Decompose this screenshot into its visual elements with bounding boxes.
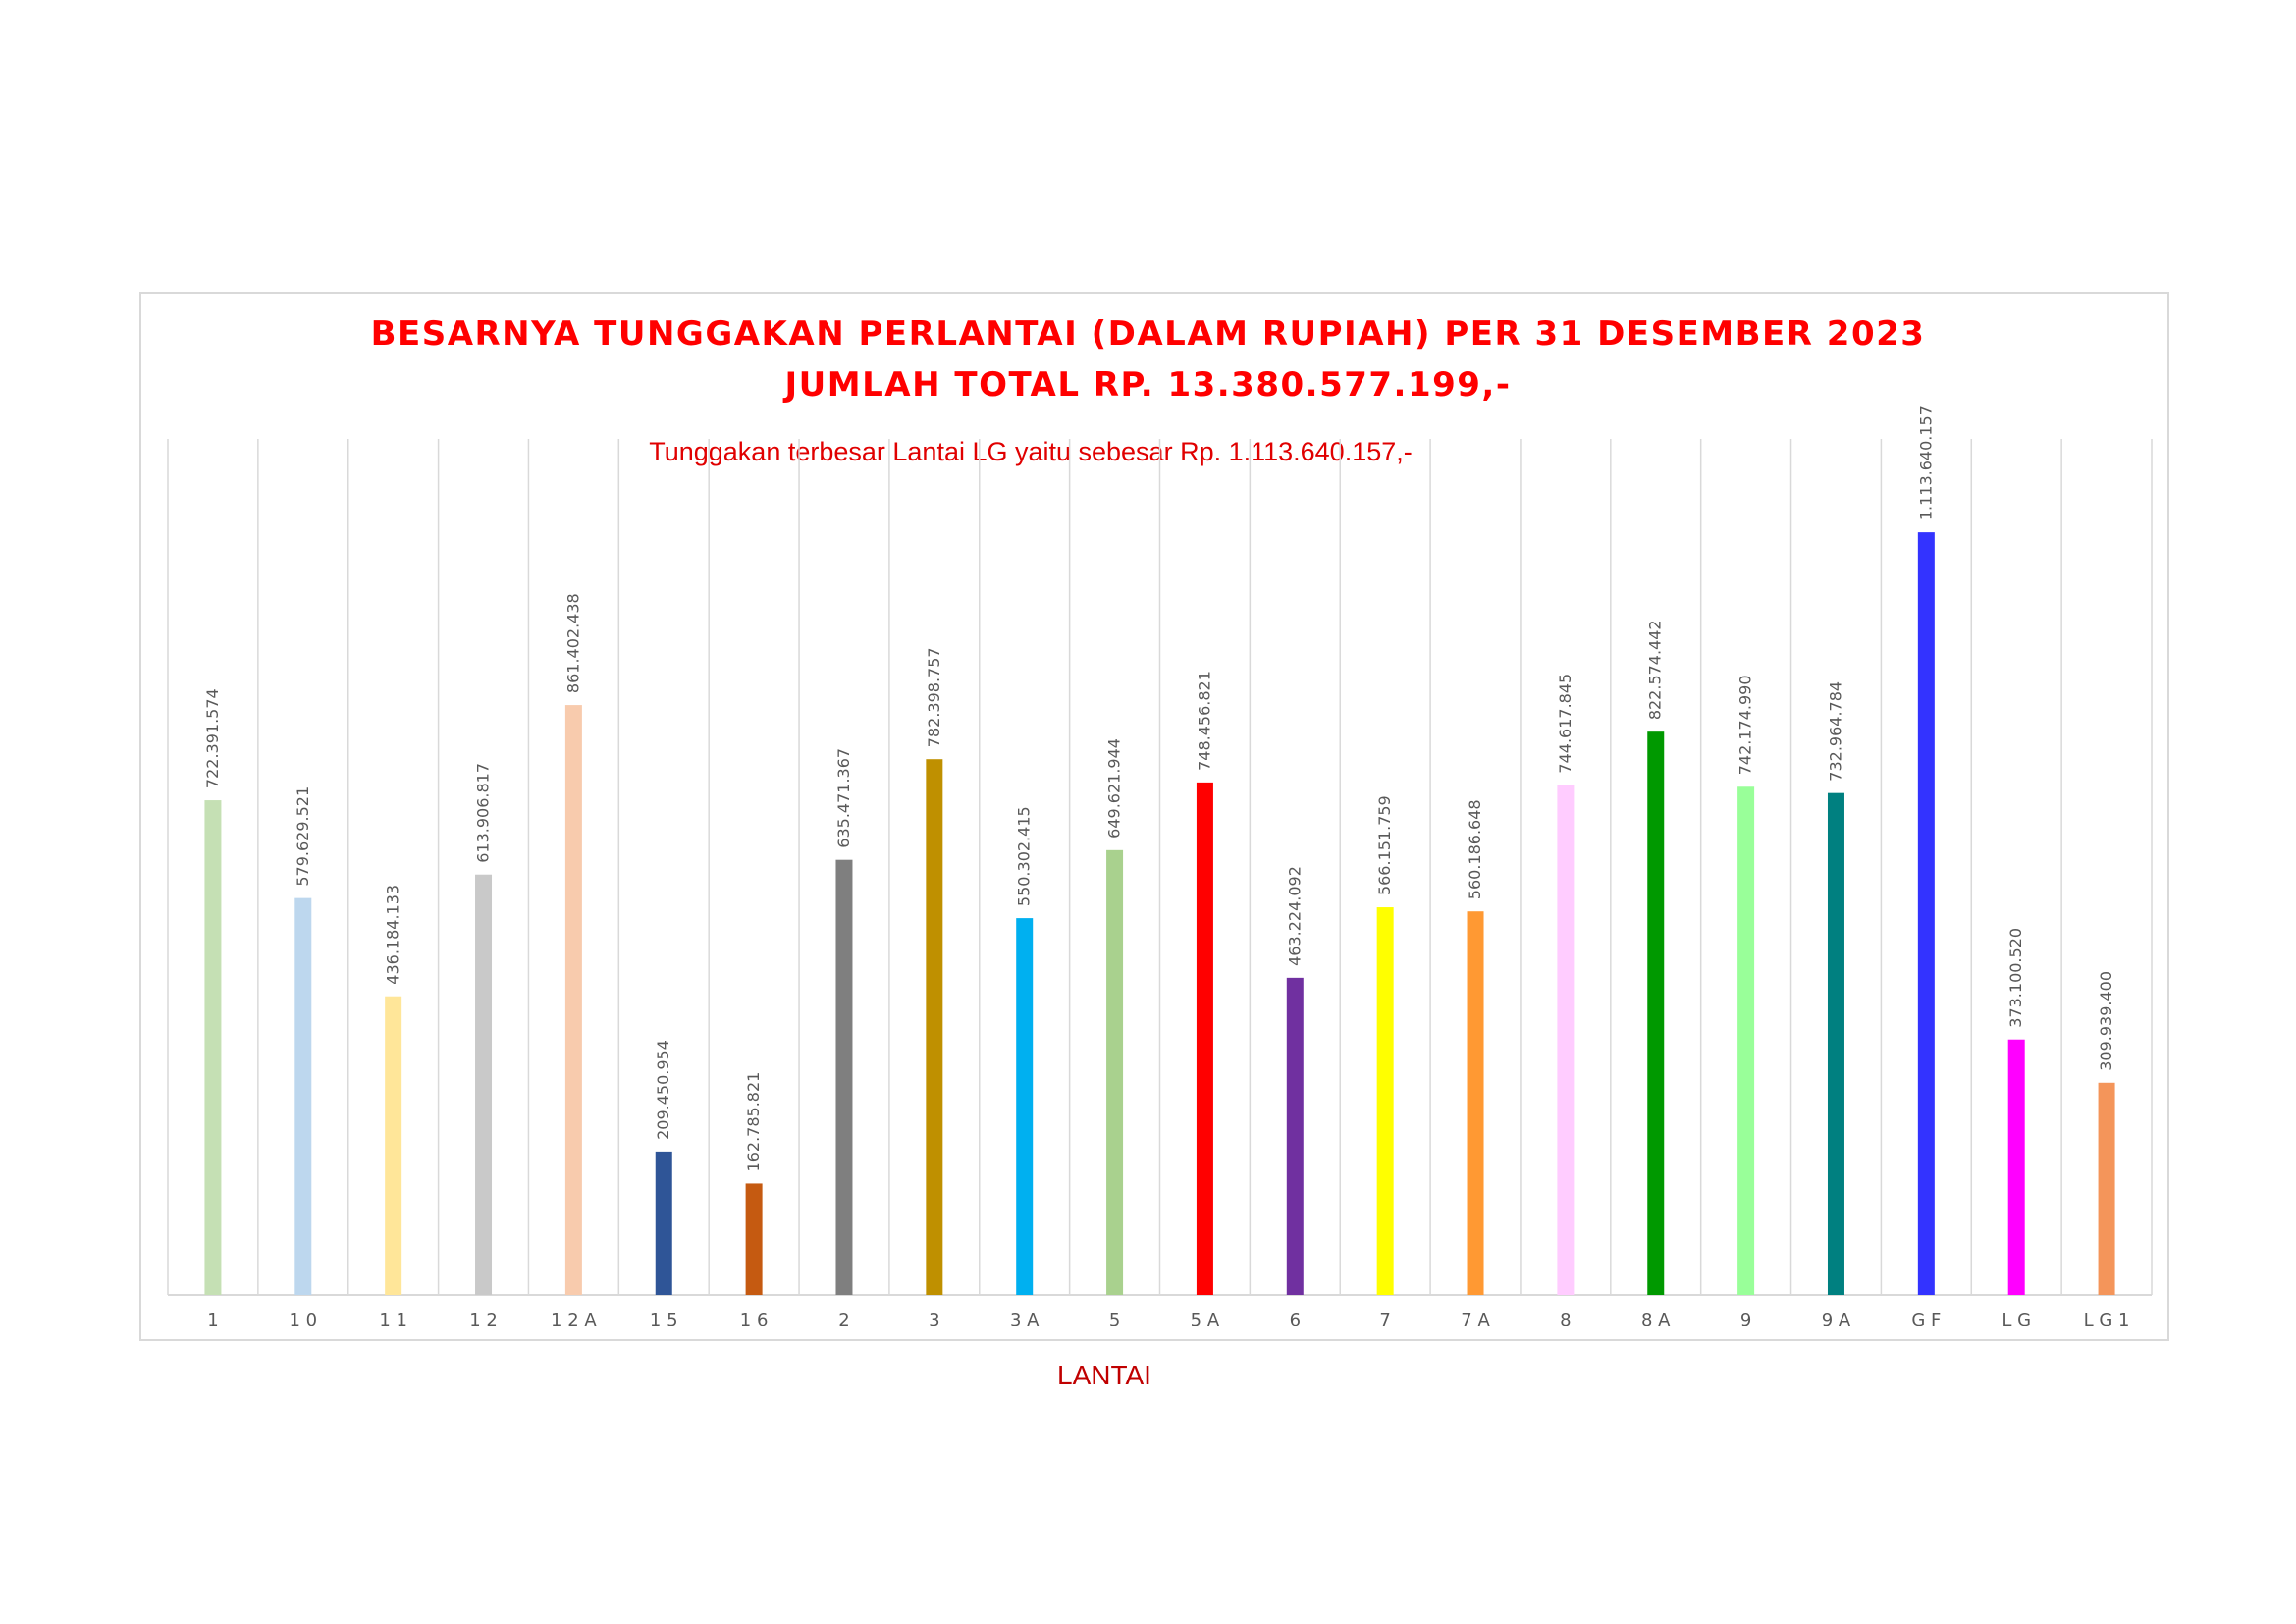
data-label-12A: 861.402.438 — [563, 593, 583, 694]
bar-15 — [656, 1152, 672, 1295]
chart-title: BESARNYA TUNGGAKAN PERLANTAI (DALAM RUPIAH) PER 31 DESEMBER 2023 — [370, 314, 1926, 353]
x-tick-label: G F — [1911, 1310, 1942, 1330]
data-label-2: 635.471.367 — [833, 747, 853, 848]
x-tick-label: 9 — [1739, 1310, 1752, 1330]
x-tick-label: 8 — [1560, 1310, 1572, 1330]
data-label-12: 613.906.817 — [473, 762, 493, 863]
bar-11 — [385, 997, 401, 1295]
x-tick-label: 7 — [1379, 1310, 1391, 1330]
bar-LG — [2008, 1040, 2025, 1295]
bar-6 — [1287, 978, 1304, 1295]
data-label-11: 436.184.133 — [383, 884, 402, 985]
x-tick-label: L G — [2002, 1310, 2032, 1330]
bar-5A — [1197, 783, 1213, 1295]
data-label-7: 566.151.759 — [1375, 795, 1395, 896]
x-tick-label: 1 5 — [649, 1310, 678, 1330]
data-label-1: 722.391.574 — [202, 688, 222, 789]
bar-5 — [1106, 850, 1123, 1295]
bar-3 — [926, 759, 942, 1295]
x-tick-label: 1 6 — [739, 1310, 769, 1330]
bar-9A — [1828, 793, 1844, 1295]
data-label-10: 579.629.521 — [293, 785, 312, 887]
x-axis-label: LANTAI — [1057, 1360, 1151, 1390]
data-label-LG: 373.100.520 — [2006, 927, 2026, 1028]
x-tick-label: 8 A — [1641, 1310, 1671, 1330]
x-tick-label: 7 A — [1461, 1310, 1490, 1330]
bar-7 — [1377, 907, 1394, 1295]
x-tick-label: 1 1 — [379, 1310, 407, 1330]
x-tick-label: 3 — [929, 1310, 940, 1330]
x-tick-label: L G 1 — [2083, 1310, 2130, 1330]
x-tick-label: 1 0 — [289, 1310, 318, 1330]
bar-7A — [1468, 911, 1484, 1295]
chart-total: JUMLAH TOTAL RP. 13.380.577.199,- — [784, 365, 1512, 405]
bar-12A — [565, 705, 582, 1295]
x-tick-label: 2 — [838, 1310, 850, 1330]
data-label-8A: 822.574.442 — [1645, 620, 1665, 721]
data-label-16: 162.785.821 — [744, 1071, 764, 1172]
x-tick-label: 3 A — [1009, 1310, 1040, 1330]
bar-LG1 — [2099, 1083, 2115, 1295]
x-tick-label: 5 A — [1190, 1310, 1220, 1330]
data-label-LG1: 309.939.400 — [2097, 970, 2116, 1071]
bar-16 — [746, 1183, 763, 1295]
data-label-GF: 1.113.640.157 — [1916, 406, 1936, 521]
x-tick-label: 9 A — [1821, 1310, 1851, 1330]
x-tick-label: 1 — [207, 1310, 219, 1330]
bar-1 — [204, 800, 221, 1295]
data-label-3A: 550.302.415 — [1014, 806, 1034, 907]
bar-GF — [1918, 532, 1935, 1295]
data-label-15: 209.450.954 — [654, 1040, 673, 1140]
bar-10 — [294, 898, 311, 1295]
bar-2 — [835, 860, 852, 1295]
data-label-6: 463.224.092 — [1285, 866, 1305, 966]
bar-3A — [1016, 918, 1033, 1295]
data-label-7A: 560.186.648 — [1466, 799, 1485, 900]
x-tick-label: 6 — [1289, 1310, 1302, 1330]
data-label-3: 782.398.757 — [924, 647, 943, 748]
x-tick-label: 1 2 — [469, 1310, 498, 1330]
bar-8 — [1557, 785, 1574, 1295]
data-label-9: 742.174.990 — [1735, 675, 1755, 776]
bar-8A — [1647, 731, 1664, 1295]
bar-12 — [475, 875, 492, 1295]
data-label-5: 649.621.944 — [1104, 738, 1124, 839]
x-tick-label: 5 — [1108, 1310, 1121, 1330]
data-label-9A: 732.964.784 — [1826, 680, 1845, 782]
x-tick-label: 1 2 A — [551, 1310, 597, 1330]
chart-annotation: Tunggakan terbesar Lantai LG yaitu sebesar Rp. 1.113.640.157,- — [649, 437, 1413, 466]
bar-9 — [1737, 786, 1754, 1295]
data-label-5A: 748.456.821 — [1195, 671, 1214, 771]
data-label-8: 744.617.845 — [1555, 673, 1575, 774]
